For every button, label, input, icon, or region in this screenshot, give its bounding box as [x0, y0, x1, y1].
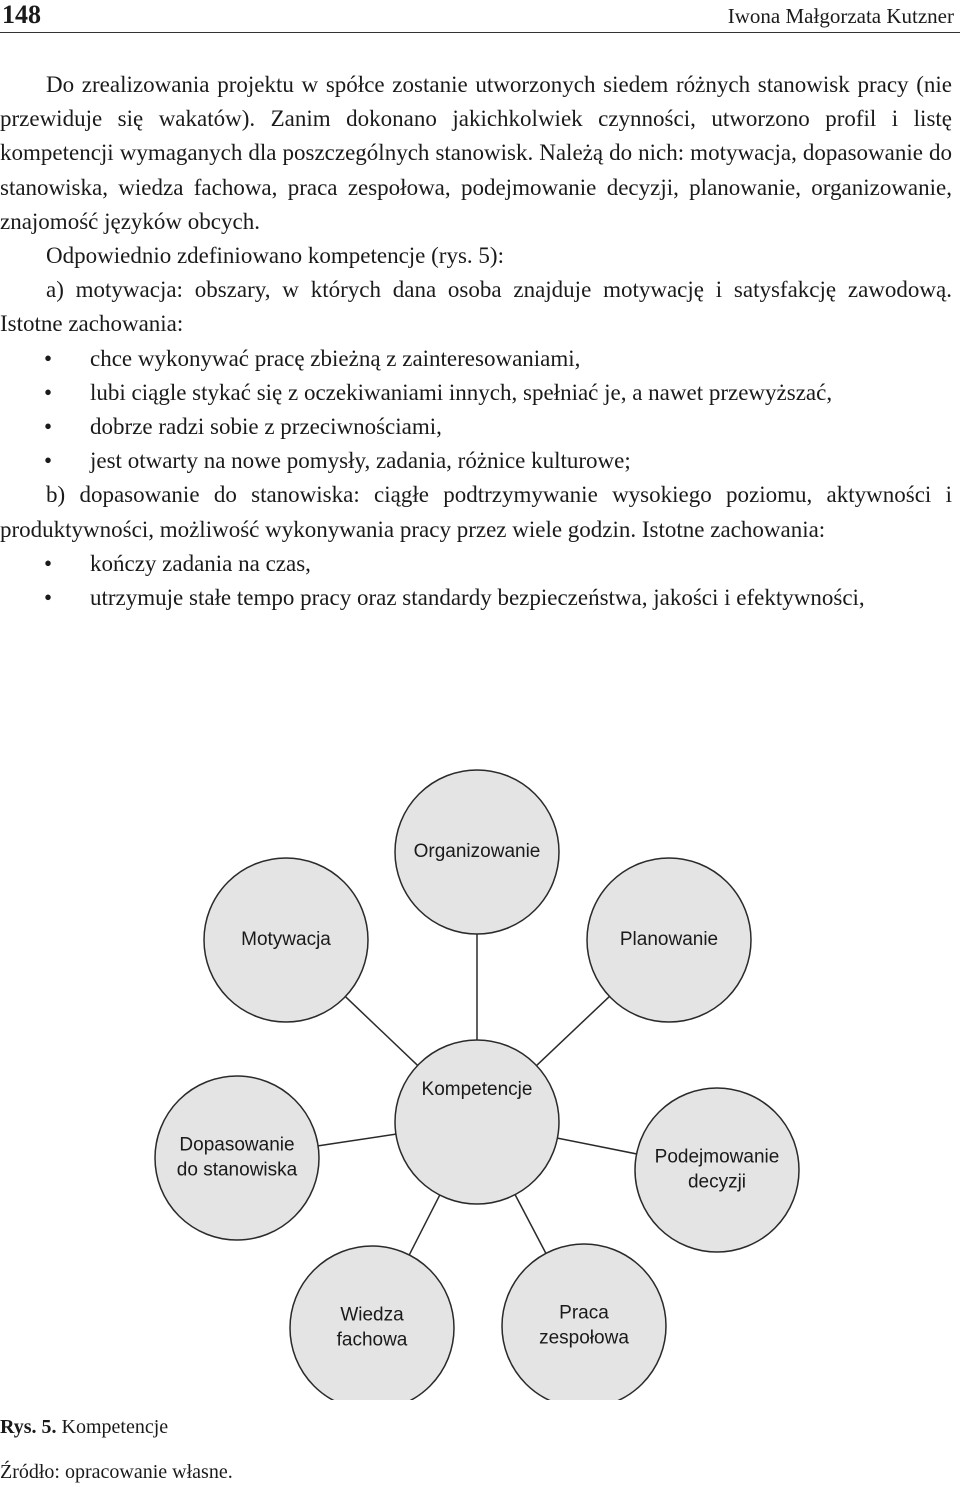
bullet-icon: • — [44, 585, 53, 611]
diagram-edge — [345, 997, 417, 1066]
node-1-label: Organizowanie — [413, 841, 541, 863]
bullet-icon: • — [44, 379, 53, 405]
node-center-circle — [395, 1040, 559, 1204]
paragraph-definitions: Odpowiednio zdefiniowano kompetencje (rys. 5): — [46, 243, 504, 269]
node-4-label: Praca — [559, 1302, 609, 1324]
bullet-icon: • — [44, 414, 53, 440]
competence-diagram — [0, 760, 960, 1400]
node-5 — [290, 1246, 454, 1400]
list-fit — [0, 547, 952, 615]
list-item: • dobrze radzi sobie z przeciwnościami, — [0, 410, 952, 444]
node-6-circle — [155, 1076, 319, 1240]
node-1 — [395, 770, 559, 934]
list-item: • chce wykonywać pracę zbieżną z zainteresowaniami, — [0, 342, 952, 376]
list-item: • utrzymuje stałe tempo pracy oraz standardy bezpieczeństwa, jakości i efektywności, — [0, 581, 952, 615]
figure-source: Źródło: opracowanie własne. — [0, 1461, 233, 1483]
figure-title: Kompetencje — [61, 1416, 169, 1438]
paragraph-fit: b) dopasowanie do stanowiska: ciągłe podtrzymywanie wysokiego poziomu, aktywności i produktywności, możliwość wykonywania pracy przez wiele godzin. Istotne zachowania: — [0, 482, 952, 542]
list-item: • jest otwarty na nowe pomysły, zadania, różnice kulturowe; — [0, 444, 952, 478]
bullet-icon: • — [44, 550, 53, 576]
node-6-label: Dopasowanie — [179, 1134, 295, 1156]
list-item: • lubi ciągle stykać się z oczekiwaniami innych, spełniać je, a nawet przewyższać, — [0, 376, 952, 410]
list-item: • kończy zadania na czas, — [0, 547, 952, 581]
node-3 — [635, 1088, 799, 1252]
node-4 — [502, 1244, 666, 1400]
node-7 — [204, 858, 368, 1022]
bullet-icon: • — [44, 448, 53, 474]
node-center-label: Kompetencje — [421, 1079, 533, 1101]
figure-caption — [0, 1414, 168, 1440]
diagram-edge — [515, 1195, 546, 1254]
page-number: 148 — [2, 0, 41, 29]
list-motivation — [0, 342, 952, 479]
node-3-label: Podejmowanie — [654, 1146, 780, 1168]
node-2-label: Planowanie — [619, 929, 719, 951]
node-center — [395, 1040, 559, 1204]
node-6-label: do stanowiska — [176, 1159, 298, 1181]
running-author: Iwona Małgorzata Kutzner — [727, 4, 954, 28]
diagram-edge — [318, 1134, 396, 1146]
page-header — [0, 0, 960, 36]
paragraph-intro: Do zrealizowania projektu w spółce zostanie utworzonych siedem różnych stanowisk pracy (nie przewiduje się wakatów). Zanim dokonano jakichkolwiek czynności, utworzono profil i listę kompetencji wymaganych dla poszczególnych stanowisk. Należą do nich: motywacja, dopasowanie do stanowiska, wiedza fachowa, praca zespołowa, podejmowanie decyzji, planowanie, organizowanie, znajomość języków obcych. — [0, 72, 952, 234]
paragraph-motivation: a) motywacja: obszary, w których dana osoba znajduje motywację i satysfakcję zawodową. Istotne zachowania: — [0, 277, 952, 337]
node-5-label: fachowa — [336, 1329, 408, 1351]
figure-label: Rys. 5. — [0, 1416, 57, 1438]
node-4-label: zespołowa — [539, 1327, 629, 1349]
node-3-circle — [635, 1088, 799, 1252]
node-6 — [155, 1076, 319, 1240]
diagram-edge — [537, 996, 610, 1065]
node-2 — [587, 858, 751, 1022]
node-5-label: Wiedza — [340, 1304, 404, 1326]
node-3-label: decyzji — [687, 1171, 747, 1193]
header-rule — [0, 32, 960, 33]
body-text — [0, 68, 952, 615]
diagram-edge — [557, 1138, 636, 1154]
diagram-edge — [409, 1195, 440, 1255]
node-7-label: Motywacja — [241, 929, 331, 951]
diagram-nodes — [155, 770, 799, 1400]
bullet-icon: • — [44, 345, 53, 371]
